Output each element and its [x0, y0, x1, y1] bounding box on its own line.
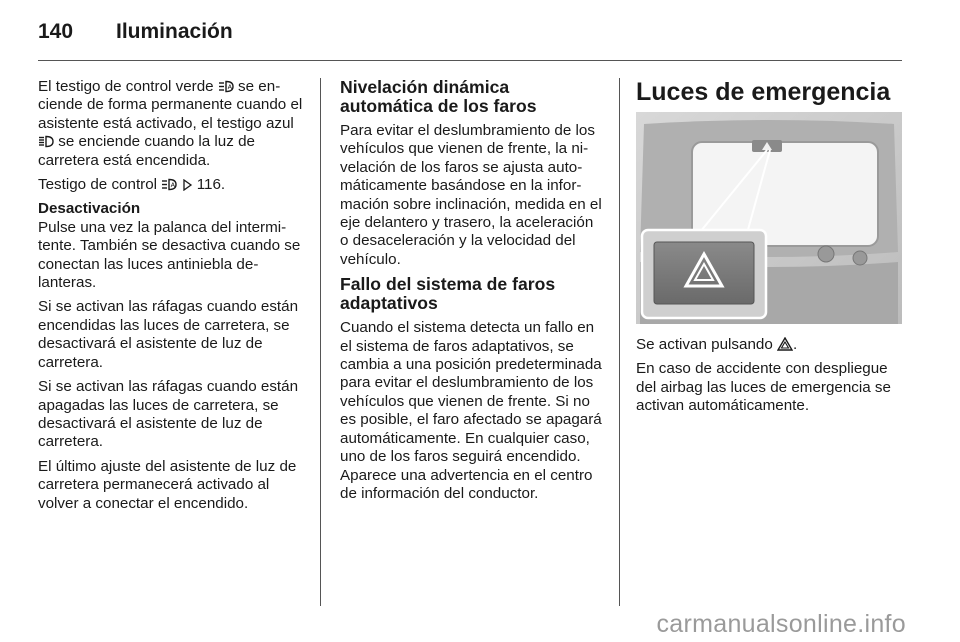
high-beam-assist-icon: [161, 178, 177, 191]
paragraph-fault: Cuando el sistema detecta un fallo en el sistema de faros adaptativos, se cambia a una posición predeterminada para evitar el deslumbramiento de los vehículos que vienen de frente. Si no es posible, el faro afectado se apagará automáticamente. En cualquier caso, uno de los faros seguirá encendido. Aparece una advertencia en el centro de información del conductor.: [340, 319, 602, 502]
page-number: 140: [38, 20, 74, 43]
paragraph-activate: [636, 336, 904, 354]
paragraph-last-setting: El último ajuste del asistente de luz de carretera permanecerá activado al volver a conectar el encendido.: [38, 457, 297, 512]
paragraph-flash-off: Si se activan las ráfagas cuando están apagadas las luces de carretera, se desactivará el asistente de luz de carretera.: [38, 378, 299, 451]
text-run: El testigo de control verde: [38, 78, 218, 95]
page-title: Iluminación: [116, 20, 233, 43]
paragraph-deactivation: Pulse una vez la palanca del intermitente. También se desactiva cuando se conectan las luces antiniebla delanteras.: [38, 218, 301, 292]
text-run: Se activan pulsando: [636, 336, 778, 353]
column-1: [38, 78, 304, 519]
column-2: [340, 78, 604, 509]
paragraph-tell-tale-ref: [38, 176, 304, 194]
high-beam-assist-icon: [218, 80, 234, 93]
column-divider-2: [619, 78, 620, 606]
hazard-warning-icon: [777, 337, 793, 351]
svg-text:A: A: [227, 83, 232, 92]
page-reference-arrow-icon[interactable]: [182, 179, 193, 191]
section-heading-fault: Fallo del sistema de faros adaptativos: [340, 274, 556, 314]
text-run: 116.: [192, 176, 226, 194]
text-run: .: [793, 336, 798, 353]
high-beam-icon: [38, 135, 54, 148]
text-run: Testigo de control: [38, 176, 162, 194]
paragraph-leveling: Para evitar el deslumbramiento de los vehículos que vienen de frente, la nivelación de los faros se ajusta automáticamente basándose en la información sobre inclinación, medida en el eje delantero y trasero, la aceleración o desaceleración y la velocidad del vehículo.: [340, 122, 602, 268]
text-run: se enciende de forma permanente cuando el asistente está activado, el testigo azul: [38, 78, 303, 132]
section-heading-leveling: Nivelación dinámica automática de los faros: [340, 77, 537, 116]
paragraph-tell-tale: [38, 78, 304, 170]
watermark: carmanualsonline.info: [656, 610, 906, 638]
paragraph-flash-on: Si se activan las ráfagas cuando están encendidas las luces de carretera, se desactivará el asistente de luz de carretera.: [38, 298, 299, 371]
hazard-switch-illustration: [636, 112, 902, 324]
svg-text:A: A: [170, 181, 176, 190]
paragraph-airbag: En caso de accidente con despliegue del airbag las luces de emergencia se activan automáticamente.: [636, 360, 891, 415]
column-3: [636, 78, 904, 422]
header-rule: [38, 60, 902, 61]
column-divider-1: [320, 78, 321, 606]
text-run: se enciende cuando la luz de carretera está encendida.: [38, 133, 255, 169]
deactivation-heading: Desactivación: [38, 200, 141, 218]
section-heading-emergency: Luces de emergencia: [636, 78, 891, 106]
